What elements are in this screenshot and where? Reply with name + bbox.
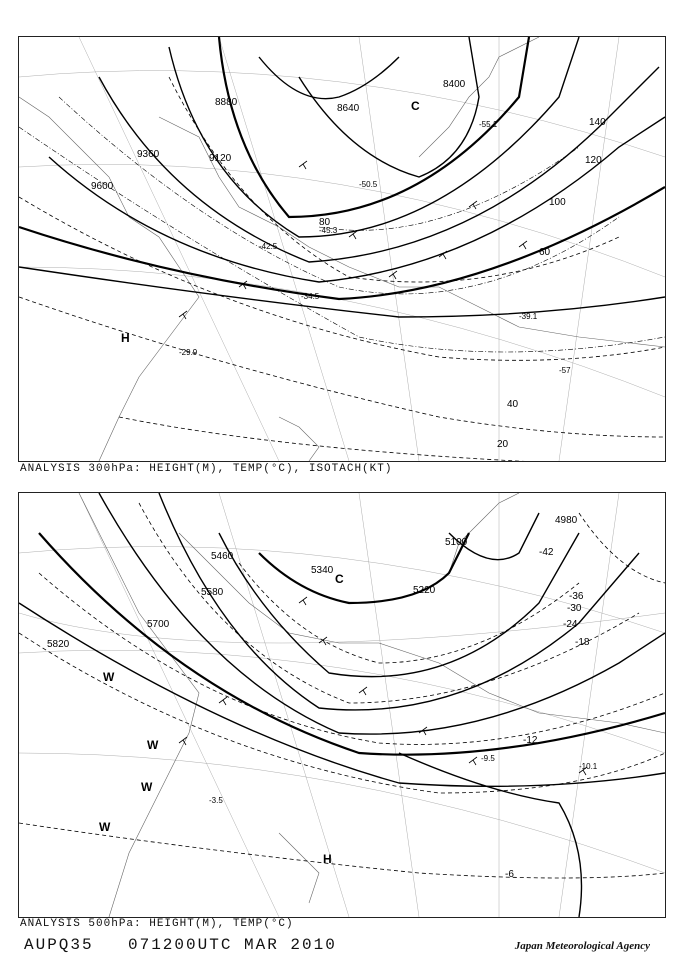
temp-label: -42 [539, 547, 554, 558]
height-contours-300 [19, 37, 665, 317]
caption-300hpa: ANALYSIS 300hPa: HEIGHT(M), TEMP(°C), ISOTACH(KT) [20, 463, 393, 475]
temp-label: -29.9 [179, 348, 198, 357]
height-label: 8400 [443, 79, 466, 90]
agency-name: Japan Meteorological Agency [514, 940, 650, 952]
temp-label: -57 [559, 366, 571, 375]
height-label: 5580 [201, 587, 224, 598]
height-label: 4980 [555, 515, 578, 526]
temp-label: -34.5 [301, 292, 320, 301]
caption-500hpa: ANALYSIS 500hPa: HEIGHT(M), TEMP(°C) [20, 918, 294, 930]
temp-label: -50.5 [359, 180, 378, 189]
isotach-label: 120 [585, 155, 602, 166]
height-label: 9600 [91, 181, 114, 192]
wind-barbs-500 [179, 597, 587, 775]
height-label: 5100 [445, 537, 468, 548]
map-300hpa [19, 37, 665, 461]
temp-label: -18 [575, 637, 590, 648]
temp-label: -45.3 [319, 226, 338, 235]
valid-time: 071200UTC MAR 2010 [128, 936, 337, 954]
warm-center-marker: W [99, 820, 111, 834]
isotach-label: 100 [549, 197, 566, 208]
temp-label: -30 [567, 603, 582, 614]
temp-label: -12 [523, 735, 538, 746]
temp-label: -24 [563, 619, 578, 630]
high-pressure-marker: H [121, 331, 130, 345]
cold-center-marker: C [411, 99, 420, 113]
isotach-label: 40 [507, 399, 519, 410]
height-label: 5820 [47, 639, 70, 650]
high-pressure-marker: H [323, 852, 332, 866]
height-label: 8880 [215, 97, 238, 108]
cold-center-marker: C [335, 572, 344, 586]
warm-center-marker: W [103, 670, 115, 684]
chart-500hpa [18, 492, 666, 918]
isotach-label: 80 [319, 217, 331, 228]
height-label: 9360 [137, 149, 160, 160]
temperature-contours-300 [19, 77, 665, 461]
height-label: 9120 [209, 153, 232, 164]
temp-label: -3.5 [209, 796, 223, 805]
graticule [19, 493, 665, 917]
temp-label: -10.1 [579, 762, 598, 771]
temp-label: -6 [505, 869, 514, 880]
chart-300hpa [18, 36, 666, 462]
height-label: 5460 [211, 551, 234, 562]
height-label: 5700 [147, 619, 170, 630]
isotach-label: 140 [589, 117, 606, 128]
height-label: 8640 [337, 103, 360, 114]
isotach-label: 60 [539, 247, 551, 258]
temp-label: -39.1 [519, 312, 538, 321]
warm-center-marker: W [141, 780, 153, 794]
height-label: 5340 [311, 565, 334, 576]
chart-id: AUPQ35 [24, 936, 94, 954]
isotachs-300 [19, 97, 665, 352]
temp-label: -9.5 [481, 754, 495, 763]
coastline [79, 493, 665, 917]
map-500hpa [19, 493, 665, 917]
warm-center-marker: W [147, 738, 159, 752]
temp-label: -42.5 [259, 242, 278, 251]
temp-label: -55.1 [479, 120, 498, 129]
isotach-label: 20 [497, 439, 509, 450]
height-label: 5220 [413, 585, 436, 596]
temp-label: -36 [569, 591, 584, 602]
